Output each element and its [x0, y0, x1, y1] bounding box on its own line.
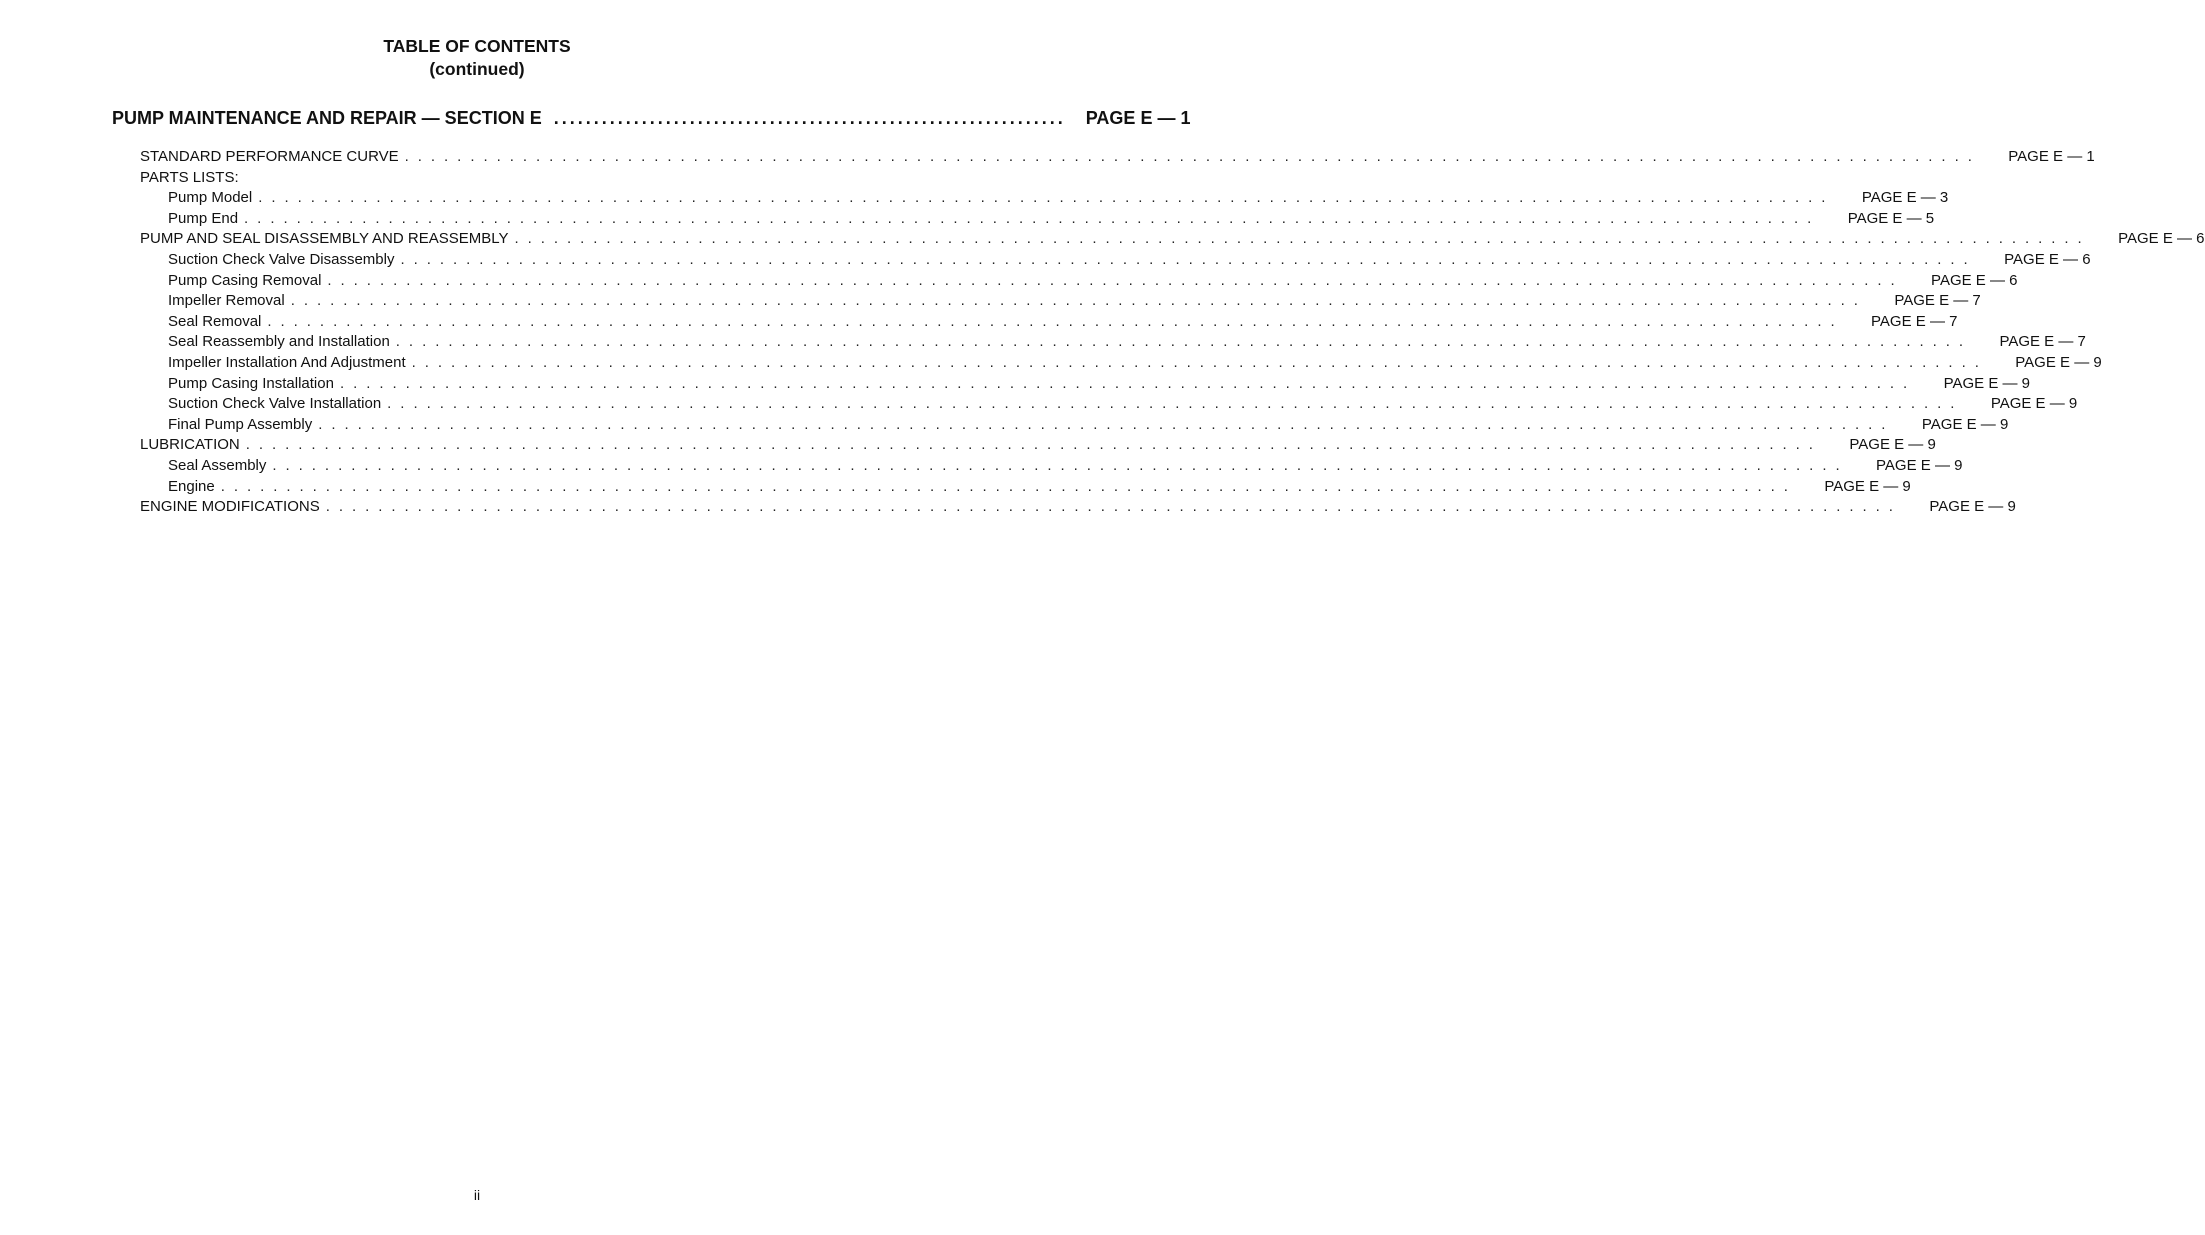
toc-leader-dots: . . . . . . . . . . . . . . . . . . . . . . . . . . . . . . . . . . . . . . . . . . . . . . . . . . . . . . . . . . . . . . . . . . . . . . . . . . . . . . . . . . . . . . . . . . . . . . . . . . . . . . . . . . . . . . . . . . . . . . . .	[325, 498, 1896, 516]
toc-leader-dots: . . . . . . . . . . . . . . . . . . . . . . . . . . . . . . . . . . . . . . . . . . . . . . . . . . . . . . . . . . . . . . . . . . . . . . . . . . . . . . . . . . . . . . . . . . . . . . . . . . . . . . . . . . . . . . . . . . . . . . . .	[220, 477, 1791, 495]
toc-entry-page: PAGE E — 9	[1929, 498, 2016, 516]
section-page-ref: PAGE E — 1	[1085, 108, 1191, 128]
toc-leader-dots: . . . . . . . . . . . . . . . . . . . . . . . . . . . . . . . . . . . . . . . . . . . . . . . . . . . . . . . . . . . . . . . . . . . . . . . . . . . . . . . . . . . . . . . . . . . . . . . . . . . . . . . . . . . . . . . . . . . . . . . .	[411, 353, 1982, 371]
toc-entry	[140, 395, 2078, 416]
toc-entry	[140, 148, 2095, 169]
toc-leader-dots: . . . . . . . . . . . . . . . . . . . . . . . . . . . . . . . . . . . . . . . . . . . . . . . . . . . . . . . . . . . . . . . . . . . . . . . . . . . . . . . . . . . . . . . . . . . . . . . . . . . . . . . . . . . . . . . . . . . . . . . .	[245, 436, 1816, 454]
toc-leader-dots: . . . . . . . . . . . . . . . . . . . . . . . . . . . . . . . . . . . . . . . . . . . . . . . . . . . . . . . . . . . . . . . . . . . . . . . . . . . . . . . . . . . . . . . . . . . . . . . . . . . . . . . . . . . . . . . . . . . . . . . .	[400, 250, 1971, 268]
toc-leader-dots: . . . . . . . . . . . . . . . . . . . . . . . . . . . . . . . . . . . . . . . . . . . . . . . . . . . . . . . . . . . . . . . . . . . . . . . . . . . . . . . . . . . . . . . . . . . . . . . . . . . . . . . . . . . . . . . . . . . . . . . .	[404, 148, 1975, 165]
toc-leader-dots: . . . . . . . . . . . . . . . . . . . . . . . . . . . . . . . . . . . . . . . . . . . . . . . . . . . . . . . . . . . . . . . . . . . . . . . . . . . . . . . . . . . . . . . . . . . . . . . . . . . . . . . . . . . . . . . . . . . . . . . .	[339, 374, 1910, 392]
toc-leader-dots: . . . . . . . . . . . . . . . . . . . . . . . . . . . . . . . . . . . . . . . . . . . . . . . . . . . . . . . . . . . . . . . . . . . . . . . . . . . . . . . . . . . . . . . . . . . . . . . . . . . . . . . . . . . . . . . . . . . . . . . .	[267, 312, 1838, 330]
toc-entry	[140, 436, 1936, 457]
toc-title: TABLE OF CONTENTS	[383, 36, 571, 56]
section-leader-dots: ................................................................	[553, 108, 1066, 128]
section-heading-row	[112, 108, 1191, 129]
toc-leader-dots: . . . . . . . . . . . . . . . . . . . . . . . . . . . . . . . . . . . . . . . . . . . . . . . . . . . . . . . . . . . . . . . . . . . . . . . . . . . . . . . . . . . . . . . . . . . . . . . . . . . . . . . . . . . . . . . . . . . . . . . .	[387, 395, 1957, 413]
toc-entry-page: PAGE E — 7	[1894, 292, 1981, 310]
toc-entry	[140, 230, 2205, 251]
toc-entry-label: LUBRICATION	[140, 436, 240, 454]
toc-entry-label: Pump Casing Removal	[168, 271, 322, 289]
toc-entry-label: Impeller Installation And Adjustment	[168, 353, 406, 371]
toc-list	[140, 148, 2205, 519]
toc-entry	[140, 353, 2102, 375]
toc-entry-label: Seal Assembly	[168, 456, 267, 474]
toc-entry	[140, 209, 1935, 231]
toc-leader-dots: . . . . . . . . . . . . . . . . . . . . . . . . . . . . . . . . . . . . . . . . . . . . . . . . . . . . . . . . . . . . . . . . . . . . . . . . . . . . . . . . . . . . . . . . . . . . . . . . . . . . . . . . . . . . . . . . . . . . . . . .	[244, 209, 1814, 227]
toc-leader-dots: . . . . . . . . . . . . . . . . . . . . . . . . . . . . . . . . . . . . . . . . . . . . . . . . . . . . . . . . . . . . . . . . . . . . . . . . . . . . . . . . . . . . . . . . . . . . . . . . . . . . . . . . . . . . . . . . . . . . . . . .	[395, 333, 1966, 351]
toc-entry-label: Seal Removal	[168, 312, 262, 330]
toc-entry	[140, 477, 1911, 499]
toc-entry-page: PAGE E — 7	[1871, 312, 1958, 330]
toc-leader-dots: . . . . . . . . . . . . . . . . . . . . . . . . . . . . . . . . . . . . . . . . . . . . . . . . . . . . . . . . . . . . . . . . . . . . . . . . . . . . . . . . . . . . . . . . . . . . . . . . . . . . . . . . . . . . . . . . . . . . . . . .	[290, 292, 1861, 310]
toc-entry-page: PAGE E — 9	[1876, 456, 1963, 474]
toc-entry	[140, 374, 2030, 396]
toc-entry-page: PAGE E — 9	[2015, 353, 2102, 371]
toc-entry	[140, 169, 842, 190]
toc-leader-dots: . . . . . . . . . . . . . . . . . . . . . . . . . . . . . . . . . . . . . . . . . . . . . . . . . . . . . . . . . . . . . . . . . . . . . . . . . . . . . . . . . . . . . . . . . . . . . . . . . . . . . . . . . . . . . . . . . . . . . . . .	[258, 189, 1828, 207]
section-title: PUMP MAINTENANCE AND REPAIR — SECTION E	[112, 108, 542, 128]
toc-entry-label: Pump End	[168, 209, 239, 227]
toc-entry-page: PAGE E — 5	[1847, 209, 1935, 227]
toc-subtitle: (continued)	[429, 59, 525, 79]
toc-entry-label: STANDARD PERFORMANCE CURVE	[140, 148, 399, 165]
toc-entry-label: Suction Check Valve Installation	[168, 395, 382, 413]
toc-entry-label: Seal Reassembly and Installation	[168, 333, 390, 351]
toc-entry	[140, 189, 1949, 210]
toc-entry-label: Suction Check Valve Disassembly	[168, 250, 395, 268]
toc-entry-page: PAGE E — 9	[1849, 436, 1936, 454]
toc-entry-page: PAGE E — 7	[1999, 333, 2086, 351]
toc-entry-label: ENGINE MODIFICATIONS	[140, 498, 320, 516]
toc-entry	[140, 415, 2009, 437]
toc-leader-dots: . . . . . . . . . . . . . . . . . . . . . . . . . . . . . . . . . . . . . . . . . . . . . . . . . . . . . . . . . . . . . . . . . . . . . . . . . . . . . . . . . . . . . . . . . . . . . . . . . . . . . . . . . . . . . . . . . . . . . . . .	[318, 415, 1888, 433]
toc-entry	[140, 292, 1981, 313]
toc-entry-page: PAGE E — 6	[1931, 271, 2018, 289]
toc-entry-page: PAGE E — 6	[2118, 230, 2205, 248]
toc-entry-page: PAGE E — 9	[1824, 477, 1911, 495]
toc-leader-dots: . . . . . . . . . . . . . . . . . . . . . . . . . . . . . . . . . . . . . . . . . . . . . . . . . . . . . . . . . . . . . . . . . . . . . . . . . . . . . . . . . . . . . . . . . . . . . . . . . . . . . . . . . . . . . . . . . . . . . . . .	[327, 271, 1898, 289]
toc-entry-page: PAGE E — 6	[2004, 250, 2091, 268]
toc-entry-label: Final Pump Assembly	[168, 415, 313, 433]
toc-entry-label: PUMP AND SEAL DISASSEMBLY AND REASSEMBLY	[140, 230, 509, 248]
toc-entry-label: Engine	[168, 477, 215, 495]
toc-entry-page: PAGE E — 9	[1921, 415, 2009, 433]
toc-leader-dots: . . . . . . . . . . . . . . . . . . . . . . . . . . . . . . . . . . . . . . . . . . . . . . . . . . . . . . . . . . . . . . . . . . . . . . . . . . . . . . . . . . . . . . . . . . . . . . . . . . . . . . . . . . . . . . . . . . . . . . . .	[272, 456, 1843, 474]
toc-entry-page: PAGE E — 9	[1990, 395, 2078, 413]
toc-entry	[140, 498, 2016, 519]
toc-entry-page: PAGE E — 3	[1861, 189, 1949, 207]
toc-entry-label: Pump Casing Installation	[168, 374, 334, 392]
page-number: ii	[473, 1187, 481, 1203]
toc-entry-page: PAGE E — 9	[1943, 374, 2030, 392]
toc-entry	[140, 456, 1963, 478]
toc-entry-page: PAGE E — 1	[2008, 148, 2095, 165]
toc-entry-label: PARTS LISTS:	[140, 168, 239, 186]
toc-entry	[140, 312, 1958, 334]
toc-leader-dots: . . . . . . . . . . . . . . . . . . . . . . . . . . . . . . . . . . . . . . . . . . . . . . . . . . . . . . . . . . . . . . . . . . . . . . . . . . . . . . . . . . . . . . . . . . . . . . . . . . . . . . . . . . . . . . . . . . . . . . . .	[514, 230, 2085, 248]
toc-entry	[140, 271, 2018, 293]
toc-entry	[140, 250, 2091, 272]
toc-entry-label: Impeller Removal	[168, 292, 285, 310]
toc-entry	[140, 333, 2086, 354]
toc-entry-label: Pump Model	[168, 189, 253, 207]
